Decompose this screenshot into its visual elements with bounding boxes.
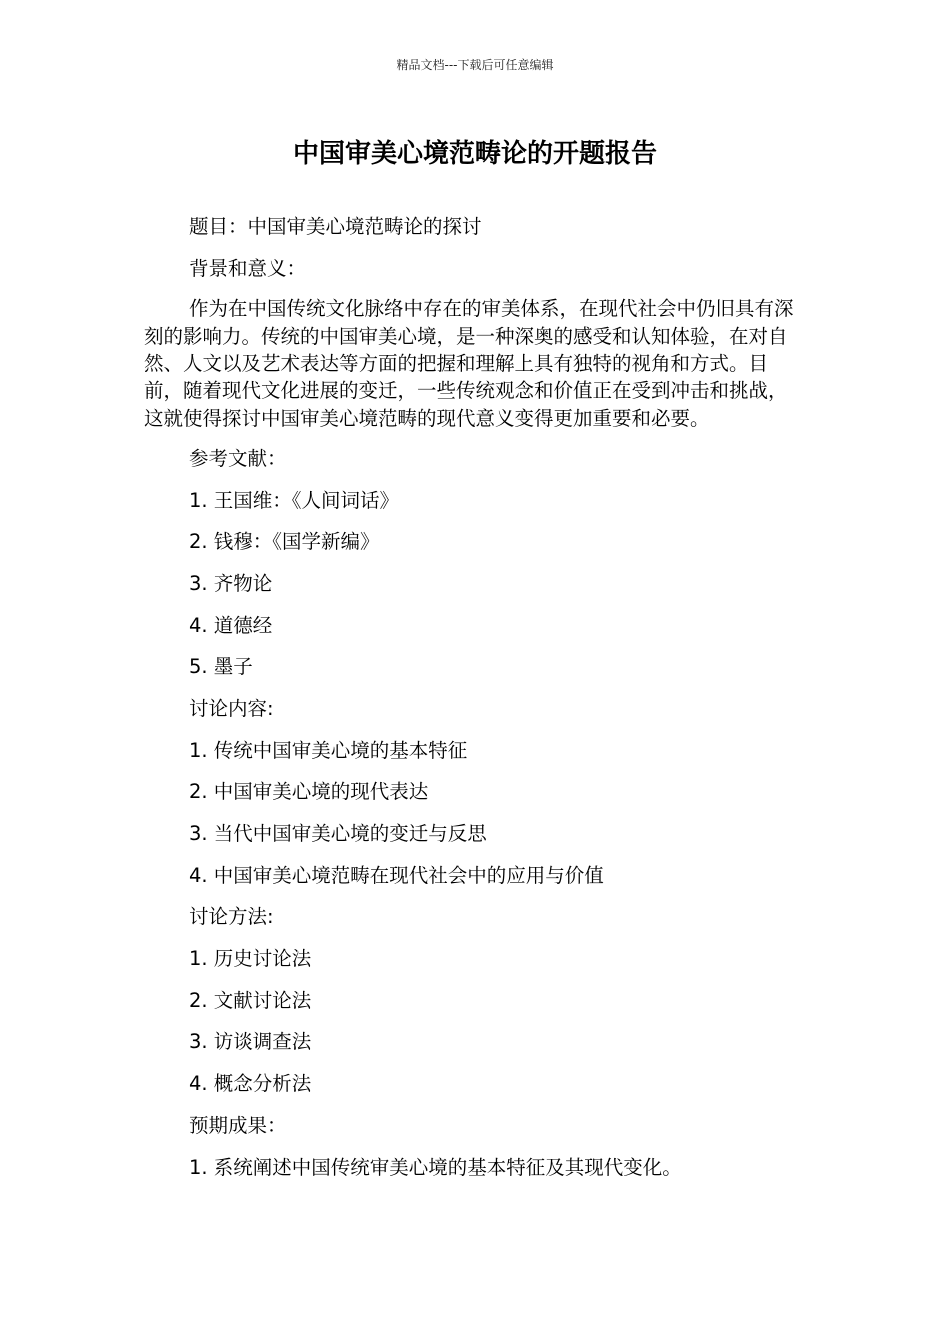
page-header: 精品文档---下载后可任意编辑 xyxy=(396,58,554,72)
content-item: 3. 当代中国审美心境的变迁与反思 xyxy=(189,822,487,846)
document-body xyxy=(144,212,794,1194)
content-item: 1. 传统中国审美心境的基本特征 xyxy=(189,738,468,762)
document-title: 中国审美心境范畴论的开题报告 xyxy=(292,139,657,169)
content-heading: 讨论内容: xyxy=(189,696,274,720)
reference-item: 3. 齐物论 xyxy=(189,571,273,595)
background-heading: 背景和意义： xyxy=(189,256,307,280)
reference-item: 4. 道德经 xyxy=(189,613,273,637)
methods-heading: 讨论方法: xyxy=(189,905,274,929)
reference-item: 5. 墨子 xyxy=(189,655,253,679)
background-paragraph: 作为在中国传统文化脉络中存在的审美体系，在现代社会中仍旧具有深刻的影响力。传统的中国审美心境，是一种深奥的感受和认知体验，在对自然、人文以及艺术表达等方面的把握和理解上具有独特的视角和方式。目前，随着现代文化进展的变迁，一些传统观念和价值正在受到冲击和挑战，这就使得探讨中国审美心境范畴的现代意义变得更加重要和必要。 xyxy=(144,297,794,430)
method-item: 1. 历史讨论法 xyxy=(189,947,312,971)
method-item: 4. 概念分析法 xyxy=(189,1072,312,1096)
content-item: 2. 中国审美心境的现代表达 xyxy=(189,780,429,804)
method-item: 2. 文献讨论法 xyxy=(189,988,312,1012)
method-item: 3. 访谈调查法 xyxy=(189,1030,312,1054)
content-item: 4. 中国审美心境范畴在现代社会中的应用与价值 xyxy=(189,863,604,887)
reference-item: 1. 王国维：《人间词话》 xyxy=(189,488,400,512)
outcome-item: 1. 系统阐述中国传统审美心境的基本特征及其现代变化。 xyxy=(189,1155,682,1179)
reference-item: 2. 钱穆：《国学新编》 xyxy=(189,530,380,554)
outcomes-heading: 预期成果： xyxy=(189,1113,287,1137)
topic-line: 题目：中国审美心境范畴论的探讨 xyxy=(189,215,482,238)
references-heading: 参考文献： xyxy=(189,446,287,470)
